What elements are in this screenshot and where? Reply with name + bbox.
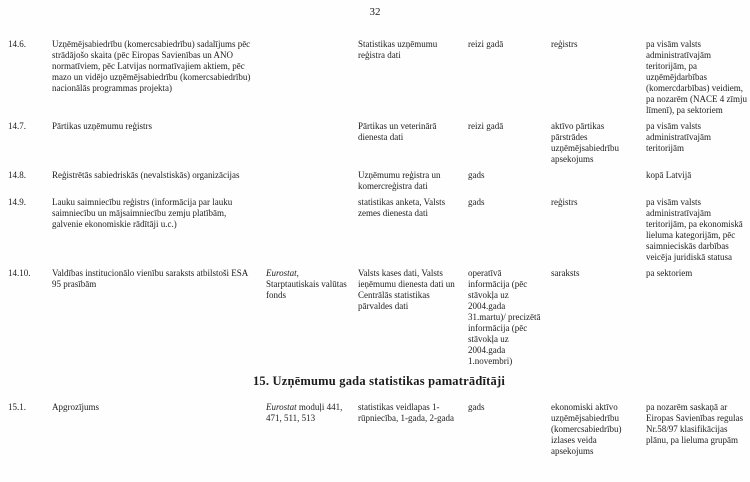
survey-form-cell: saraksts bbox=[551, 268, 580, 278]
row-number: 14.8. bbox=[8, 170, 26, 180]
breakdown-cell: pa sektoriem bbox=[646, 268, 693, 278]
table-row bbox=[8, 121, 750, 165]
periodicity-cell: reizi gadā bbox=[468, 121, 504, 131]
intl-source-italic: Eurostat, bbox=[266, 268, 299, 278]
data-source-cell: Valsts kases dati, Valsts ieņēmumu dienesta dati un Centrālās statistikas pārvaldes dati bbox=[358, 268, 455, 311]
intl-source-cell bbox=[266, 268, 358, 367]
survey-form-cell: reģistrs bbox=[551, 39, 578, 49]
statistics-programme-table bbox=[0, 39, 750, 457]
section-heading: 15. Uzņēmumu gada statistikas pamatrādītāji bbox=[252, 374, 505, 388]
periodicity-cell: gads bbox=[468, 170, 485, 180]
indicator-name: Uzņēmējsabiedrību (komercsabiedrību) sadalījums pēc strādājošo skaita (pēc Eiropas Savienības un ANO normatīviem, pēc Latvijas normatīvajiem aktiem, pēc mazo un vidējo uzņēmējsabiedrību (komercsabiedrību) nacionālās programmas projekta) bbox=[52, 39, 251, 93]
row-number: 14.6. bbox=[8, 39, 26, 49]
intl-source-cell bbox=[266, 39, 358, 116]
indicator-name: Valdības institucionālo vienību saraksts atbilstoši ESA 95 prasībām bbox=[52, 268, 248, 289]
breakdown-cell: pa nozarēm saskaņā ar Eiropas Savienības regulas Nr.58/97 klasifikācijas plānu, pa lieluma grupām bbox=[646, 402, 743, 445]
intl-source-cell bbox=[266, 121, 358, 165]
survey-form-cell bbox=[551, 170, 646, 192]
periodicity-cell: reizi gadā bbox=[468, 39, 504, 49]
row-number: 15.1. bbox=[8, 402, 26, 412]
table-row bbox=[8, 268, 750, 367]
indicator-name: Reģistrētās sabiedriskās (nevalstiskās) organizācijas bbox=[52, 170, 240, 180]
intl-source-rest: Starptautiskais valūtas fonds bbox=[266, 279, 347, 300]
data-source-cell: Uzņēmumu reģistra un komercreģistra dati bbox=[358, 170, 441, 191]
breakdown-cell: pa visām valsts administratīvajām teritorijām bbox=[646, 121, 711, 153]
indicator-name: Lauku saimniecību reģistrs (informācija par lauku saimniecību un mājsaimniecību zemju platībām, galvenie ekonomiskie rādītāji u.c.) bbox=[52, 197, 233, 229]
survey-form-cell: ekonomiski aktīvo uzņēmējsabiedrību (komercsabiedrību) izlases veida apsekojums bbox=[551, 402, 622, 456]
data-source-cell: statistikas veidlapas 1-rūpniecība, 1-gada, 2-gada bbox=[358, 402, 454, 423]
survey-form-cell: aktīvo pārtikas pārstrādes uzņēmējsabiedrību apsekojums bbox=[551, 121, 619, 164]
intl-source-cell bbox=[266, 170, 358, 192]
breakdown-cell: kopā Latvijā bbox=[646, 170, 692, 180]
table-row bbox=[8, 197, 750, 263]
periodicity-cell: gads bbox=[468, 197, 485, 207]
survey-form-cell: reģistrs bbox=[551, 197, 578, 207]
intl-source-rest: moduļi 441, 471, 511, 513 bbox=[266, 402, 343, 423]
periodicity-cell: operatīvā informācija (pēc stāvokļa uz 2004.gada 31.martu)/ precizētā informācija (pēc stāvokļa uz 2004.gada 1.novembri) bbox=[468, 268, 541, 366]
periodicity-cell: gads bbox=[468, 402, 485, 412]
breakdown-cell: pa visām valsts administratīvajām teritorijām, pa uzņēmējdarbības (komercdarbības) veidiem, pa nozarēm (NACE 4 zīmju līmenī), pa sektoriem bbox=[646, 39, 747, 115]
page-number: 32 bbox=[369, 6, 381, 18]
breakdown-cell: pa visām valsts administratīvajām teritorijām, pa ekonomiskā lieluma kategorijām, pēc saimnieciskās darbības veicēja juridiskā statusa bbox=[646, 197, 743, 262]
table-row bbox=[8, 39, 750, 116]
intl-source-cell bbox=[266, 197, 358, 263]
row-number: 14.9. bbox=[8, 197, 26, 207]
data-source-cell: Pārtikas un veterinārā dienesta dati bbox=[358, 121, 437, 142]
row-number: 14.10. bbox=[8, 268, 31, 278]
table-row bbox=[8, 402, 750, 457]
row-number: 14.7. bbox=[8, 121, 26, 131]
data-source-cell: Statistikas uzņēmumu reģistra dati bbox=[358, 39, 438, 60]
intl-source-italic: Eurostat bbox=[266, 402, 297, 412]
indicator-name: Apgrozījums bbox=[52, 402, 99, 412]
intl-source-cell bbox=[266, 402, 358, 457]
table-row bbox=[8, 170, 750, 192]
data-source-cell: statistikas anketa, Valsts zemes dienesta dati bbox=[358, 197, 446, 218]
indicator-name: Pārtikas uzņēmumu reģistrs bbox=[52, 121, 152, 131]
